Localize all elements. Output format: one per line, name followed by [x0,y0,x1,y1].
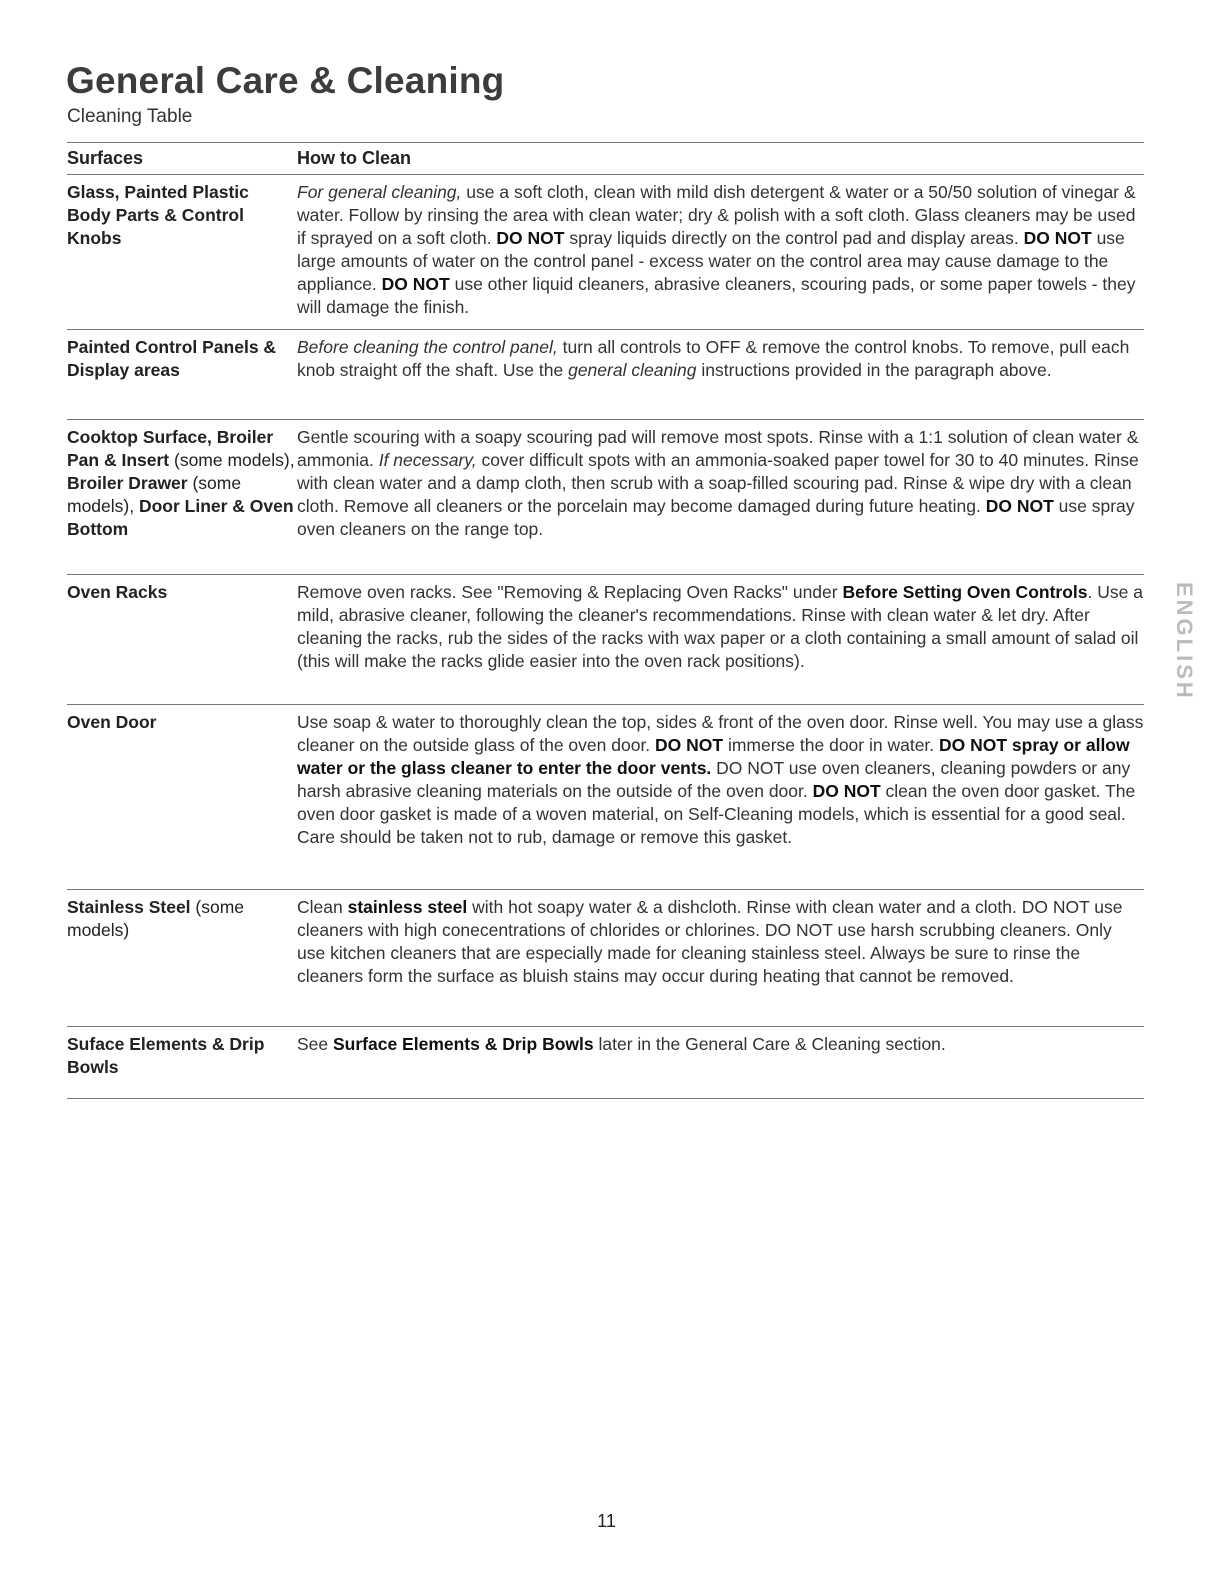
table-row [67,890,1144,1027]
bold-text: stainless steel [347,897,468,917]
surface-cell [67,330,297,419]
bold-text: Painted Control Panels & Display areas [67,337,277,380]
table-header-row [67,143,1144,175]
table-row [67,705,1144,890]
text-run: instructions provided in the paragraph above. [696,360,1052,380]
table-row [67,175,1144,330]
bold-text: Door Liner & Oven Bottom [67,496,294,539]
bold-text: Stainless Steel [67,897,191,917]
bold-text: Before Setting Oven Controls [842,582,1088,602]
page-number: 11 [597,1511,616,1531]
text-run: (some models) [67,897,245,940]
surface-cell [67,705,297,889]
how-to-clean-cell [297,330,1144,419]
table-row [67,575,1144,705]
bold-text: DO NOT [1023,228,1092,248]
how-to-clean-cell [297,890,1144,1026]
text-run: (some models), [169,450,295,470]
bold-text: Cooktop Surface, Broiler Pan & Insert [67,427,274,470]
bold-text: DO NOT [985,496,1054,516]
bold-text: Oven Door [67,712,157,732]
text-run: Clean [297,897,348,917]
column-header-surfaces: Surfaces [67,148,144,168]
text-run: Gentle scouring with a soapy scouring pad will remove most spots. Rinse with a 1:1 solution of clean water & ammonia. [297,427,1139,470]
text-run: spray liquids directly on the control pad and display areas. [564,228,1024,248]
bold-text: Oven Racks [67,582,168,602]
surface-cell [67,575,297,704]
bold-text: Glass, Painted Plastic Body Parts & Control Knobs [67,182,249,248]
table-body [67,175,1144,1099]
text-run: Use soap & water to thoroughly clean the top, sides & front of the oven door. Rinse well. You may use a glass cleaner on the outside glass of the oven door. [297,712,1144,755]
page-title: General Care & Cleaning [66,60,505,101]
text-run: use large amounts of water on the control panel - excess water on the control area may cause damage to the appliance. [297,228,1125,294]
table-row [67,1027,1144,1099]
italic-text: Before cleaning the control panel, [297,337,558,357]
text-run: . Use a mild, abrasive cleaner, following the cleaner's recommendations. Rinse with clean water & let dry. After cleaning the racks, rub the sides of the racks with wax paper or a cloth containing a small amount of salad oil (this will make the racks glide easier into the oven rack positions). [297,582,1143,671]
cleaning-table [67,142,1144,1099]
italic-text: For general cleaning, [297,182,462,202]
bold-text: Suface Elements & Drip Bowls [67,1034,265,1077]
bold-text: DO NOT [381,274,450,294]
italic-text: If necessary, [378,450,477,470]
table-row [67,420,1144,575]
text-run: clean the oven door gasket. The oven door gasket is made of a woven material, on Self-Cleaning models, which is essential for a good seal. Care should be taken not to rub, damage or remove this gasket. [297,781,1136,847]
surface-cell [67,420,297,574]
text-run: with hot soapy water & a dishcloth. Rinse with clean water and a cloth. DO NOT use cleaners with high conecentrations of chlorides or chlorines. DO NOT use harsh scrubbing cleaners. Only use kitchen cleaners that are especially made for cleaning stainless steel. Always be sure to rinse the cleaners form the surface as bluish stains may occur during heating that cannot be removed. [297,897,1123,986]
surface-cell [67,1027,297,1098]
bold-text: DO NOT [496,228,565,248]
bold-text: DO NOT spray or allow water or the glass cleaner to enter the door vents. [297,735,1130,778]
text-run: cover difficult spots with an ammonia-soaked paper towel for 30 to 40 minutes. Rinse with clean water and a damp cloth, then scrub with a soap-filled scouring pad. Rinse & wipe dry with a clean cloth. Remove all cleaners or the porcelain may become damaged during future heating. [297,450,1139,516]
text-run: DO NOT use oven cleaners, cleaning powders or any harsh abrasive cleaning materials on the outside of the oven door. [297,758,1131,801]
surface-cell [67,890,297,1026]
bold-text: DO NOT [812,781,881,801]
text-run: (some models), [67,473,242,516]
text-run: use other liquid cleaners, abrasive cleaners, scouring pads, or some paper towels - they will damage the finish. [297,274,1136,317]
italic-text: general cleaning [568,360,697,380]
column-header-how-to-clean: How to Clean [297,148,412,168]
how-to-clean-cell [297,575,1144,704]
how-to-clean-cell [297,705,1144,889]
text-run: Remove oven racks. See "Removing & Replacing Oven Racks" under [297,582,843,602]
surface-cell [67,175,297,329]
table-row [67,330,1144,420]
how-to-clean-cell [297,1027,1144,1098]
text-run: See [297,1034,333,1054]
text-run: turn all controls to OFF & remove the control knobs. To remove, pull each knob straight off the shaft. Use the [297,337,1130,380]
how-to-clean-cell [297,175,1144,329]
text-run: use spray oven cleaners on the range top. [297,496,1135,539]
text-run: use a soft cloth, clean with mild dish detergent & water or a 50/50 solution of vinegar & water. Follow by rinsing the area with clean water; dry & polish with a soft cloth. Glass cleaners may be used if sprayed on a soft cloth. [297,182,1136,248]
text-run: later in the General Care & Cleaning section. [593,1034,946,1054]
language-side-tab: ENGLISH [1172,581,1197,701]
text-run: immerse the door in water. [723,735,940,755]
page-subtitle: Cleaning Table [67,106,193,127]
bold-text: DO NOT [655,735,724,755]
how-to-clean-cell [297,420,1144,574]
bold-text: Broiler Drawer [67,473,188,493]
bold-text: Surface Elements & Drip Bowls [333,1034,594,1054]
